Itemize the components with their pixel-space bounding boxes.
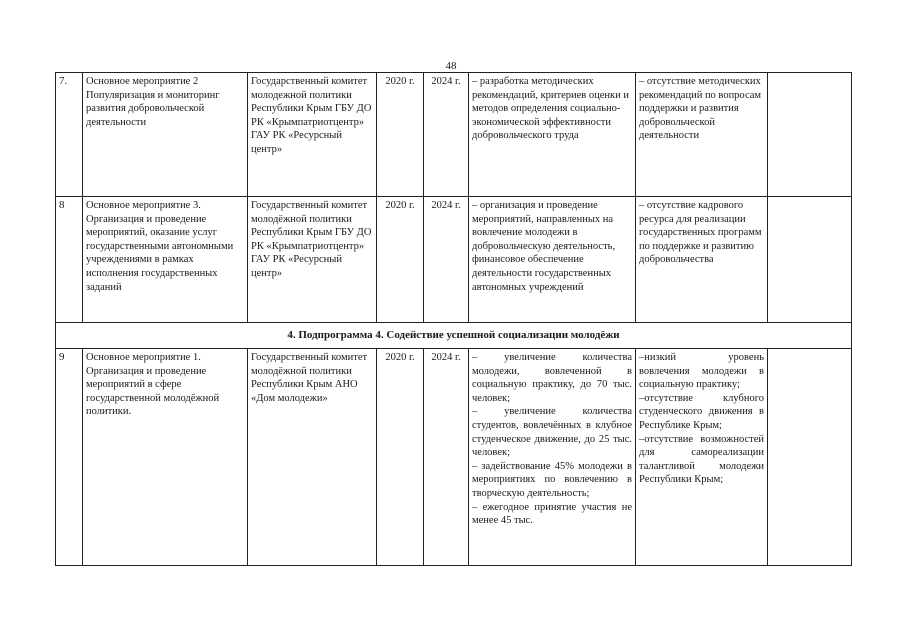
- table-row: [56, 197, 852, 323]
- row-number: 8: [56, 197, 83, 323]
- result-item: – задействование 45% молодежи в мероприятиях по вовлечению в творческую деятельность;: [472, 460, 632, 499]
- result-item: – организация и проведение мероприятий, направленных на вовлечение молодежи в добровольческую деятельность, финансовое обеспечение деятельности государственных автономных учреждений: [472, 200, 616, 293]
- link-cell: [768, 349, 852, 566]
- result-item: – разработка методических рекомендаций, критериев оценки и методов определения социально-экономической эффективности добровольческого труда: [472, 76, 630, 142]
- row-number: 7.: [56, 73, 83, 197]
- event-cell: Основное мероприятие 3. Организация и проведение мероприятий, оказание услуг государственными автономными учреждениями в рамках исполнения государственных заданий: [83, 197, 248, 323]
- consequences-cell: [636, 197, 768, 323]
- result-item: – ежегодное принятие участия не менее 45 тыс.: [472, 501, 632, 527]
- consequence-item: –отсутствие клубного студенческого движения в Республике Крым;: [639, 392, 764, 431]
- executor-cell: Государственный комитет молодёжной политики Республики Крым ГБУ ДО РК «Крымпатриотцентр» ГАУ РК «Ресурсный центр»: [248, 197, 377, 323]
- end-year-cell: 2024 г.: [424, 349, 469, 566]
- result-item: – увеличение количества молодежи, вовлеченной в социальную практику, до 70 тыс. человек;: [472, 352, 632, 404]
- row-number: 9: [56, 349, 83, 566]
- event-cell: Основное мероприятие 2 Популяризация и мониторинг развития добровольческой деятельности: [83, 73, 248, 197]
- end-year-cell: 2024 г.: [424, 73, 469, 197]
- executor-cell: Государственный комитет молодежной политики Республики Крым ГБУ ДО РК «Крымпатриотцентр» ГАУ РК «Ресурсный центр»: [248, 73, 377, 197]
- consequence-item: – отсутствие кадрового ресурса для реализации государственных программ по поддержке и развитию добровольчества: [639, 200, 762, 266]
- consequence-item: –отсутствие возможностей для самореализации талантливой молодежи Республики Крым;: [639, 433, 764, 486]
- page-number: 48: [445, 60, 457, 72]
- consequences-cell: [636, 349, 768, 566]
- consequences-cell: [636, 73, 768, 197]
- subprogram-title: 4. Подпрограмма 4. Содействие успешной социализации молодёжи: [56, 323, 852, 349]
- link-cell: [768, 197, 852, 323]
- start-year-cell: 2020 г.: [377, 349, 424, 566]
- program-events-table: [55, 72, 852, 566]
- consequence-item: –низкий уровень вовлечения молодежи в социальную практику;: [639, 352, 764, 391]
- link-cell: [768, 73, 852, 197]
- event-cell: Основное мероприятие 1. Организация и проведение мероприятий в сфере государственной молодёжной политики.: [83, 349, 248, 566]
- consequence-item: – отсутствие методических рекомендаций по вопросам поддержки и развития добровольческой деятельности: [639, 76, 762, 142]
- result-item: – увеличение количества студентов, вовлечённых в клубное студенческое движение, до 25 тыс. человек;: [472, 406, 632, 459]
- table-row: [56, 349, 852, 566]
- result-cell: [469, 349, 636, 566]
- executor-cell: Государственный комитет молодёжной политики Республики Крым АНО «Дом молодежи»: [248, 349, 377, 566]
- start-year-cell: 2020 г.: [377, 197, 424, 323]
- subprogram-row: [56, 323, 852, 349]
- table-row: [56, 73, 852, 197]
- end-year-cell: 2024 г.: [424, 197, 469, 323]
- result-cell: [469, 73, 636, 197]
- result-cell: [469, 197, 636, 323]
- start-year-cell: 2020 г.: [377, 73, 424, 197]
